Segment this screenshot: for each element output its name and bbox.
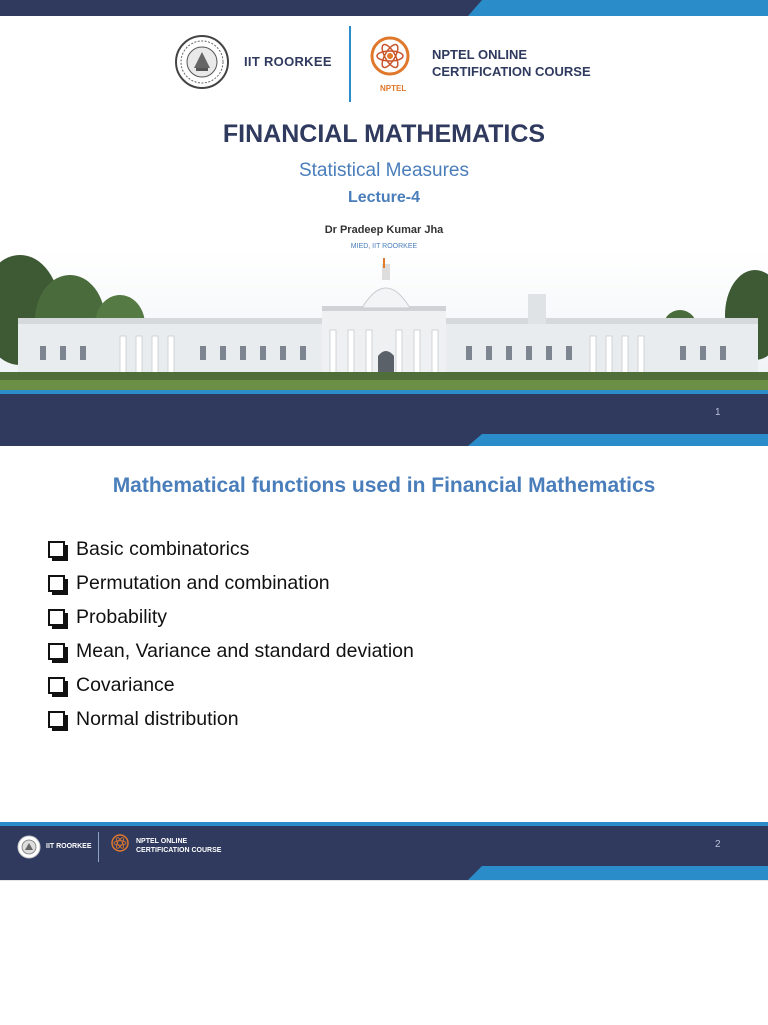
institute-name: IIT ROORKEE [244, 54, 332, 69]
page-number: 1 [715, 407, 721, 418]
slide-1 [0, 0, 768, 446]
slide-heading: Mathematical functions used in Financial Mathematics [112, 474, 656, 497]
nptel-line-2: CERTIFICATION COURSE [432, 64, 591, 79]
nptel-logo-icon [368, 34, 412, 82]
slide-1-footer [0, 390, 768, 446]
lecture-number: Lecture-4 [347, 189, 421, 206]
blank-page-area [0, 880, 768, 1025]
iit-roorkee-seal-icon [17, 835, 41, 859]
campus-building-image [0, 250, 768, 390]
header-logos [0, 26, 768, 106]
footer-divider [98, 832, 99, 862]
checkbox-bullet-icon [48, 677, 65, 694]
iit-roorkee-seal-icon [174, 34, 230, 90]
list-item: Probability [48, 600, 414, 634]
author-affiliation: MIED, IIT ROORKEE [350, 243, 418, 250]
nptel-course-label [432, 46, 591, 80]
header-divider [349, 26, 351, 102]
lecture-subtitle: Statistical Measures [298, 160, 469, 181]
slide-2-footer [0, 822, 768, 880]
checkbox-bullet-icon [48, 575, 65, 592]
checkbox-bullet-icon [48, 609, 65, 626]
slide-2 [0, 446, 768, 880]
course-title: FINANCIAL MATHEMATICS [222, 120, 546, 148]
list-item: Basic combinatorics [48, 532, 414, 566]
list-item: Normal distribution [48, 702, 414, 736]
nptel-line-1: NPTEL ONLINE [432, 47, 528, 62]
top-stripe [0, 0, 768, 16]
page-number: 2 [715, 839, 721, 850]
author-name: Dr Pradeep Kumar Jha [324, 224, 444, 236]
nptel-small-label: NPTEL [380, 84, 407, 93]
topic-list [48, 532, 414, 736]
list-item: Covariance [48, 668, 414, 702]
footer-institute-name: IIT ROORKEE [46, 843, 92, 850]
list-item: Permutation and combination [48, 566, 414, 600]
footer-nptel-label: NPTEL ONLINE CERTIFICATION COURSE [136, 838, 222, 854]
checkbox-bullet-icon [48, 541, 65, 558]
nptel-logo-icon [110, 833, 130, 855]
list-item: Mean, Variance and standard deviation [48, 634, 414, 668]
checkbox-bullet-icon [48, 643, 65, 660]
checkbox-bullet-icon [48, 711, 65, 728]
